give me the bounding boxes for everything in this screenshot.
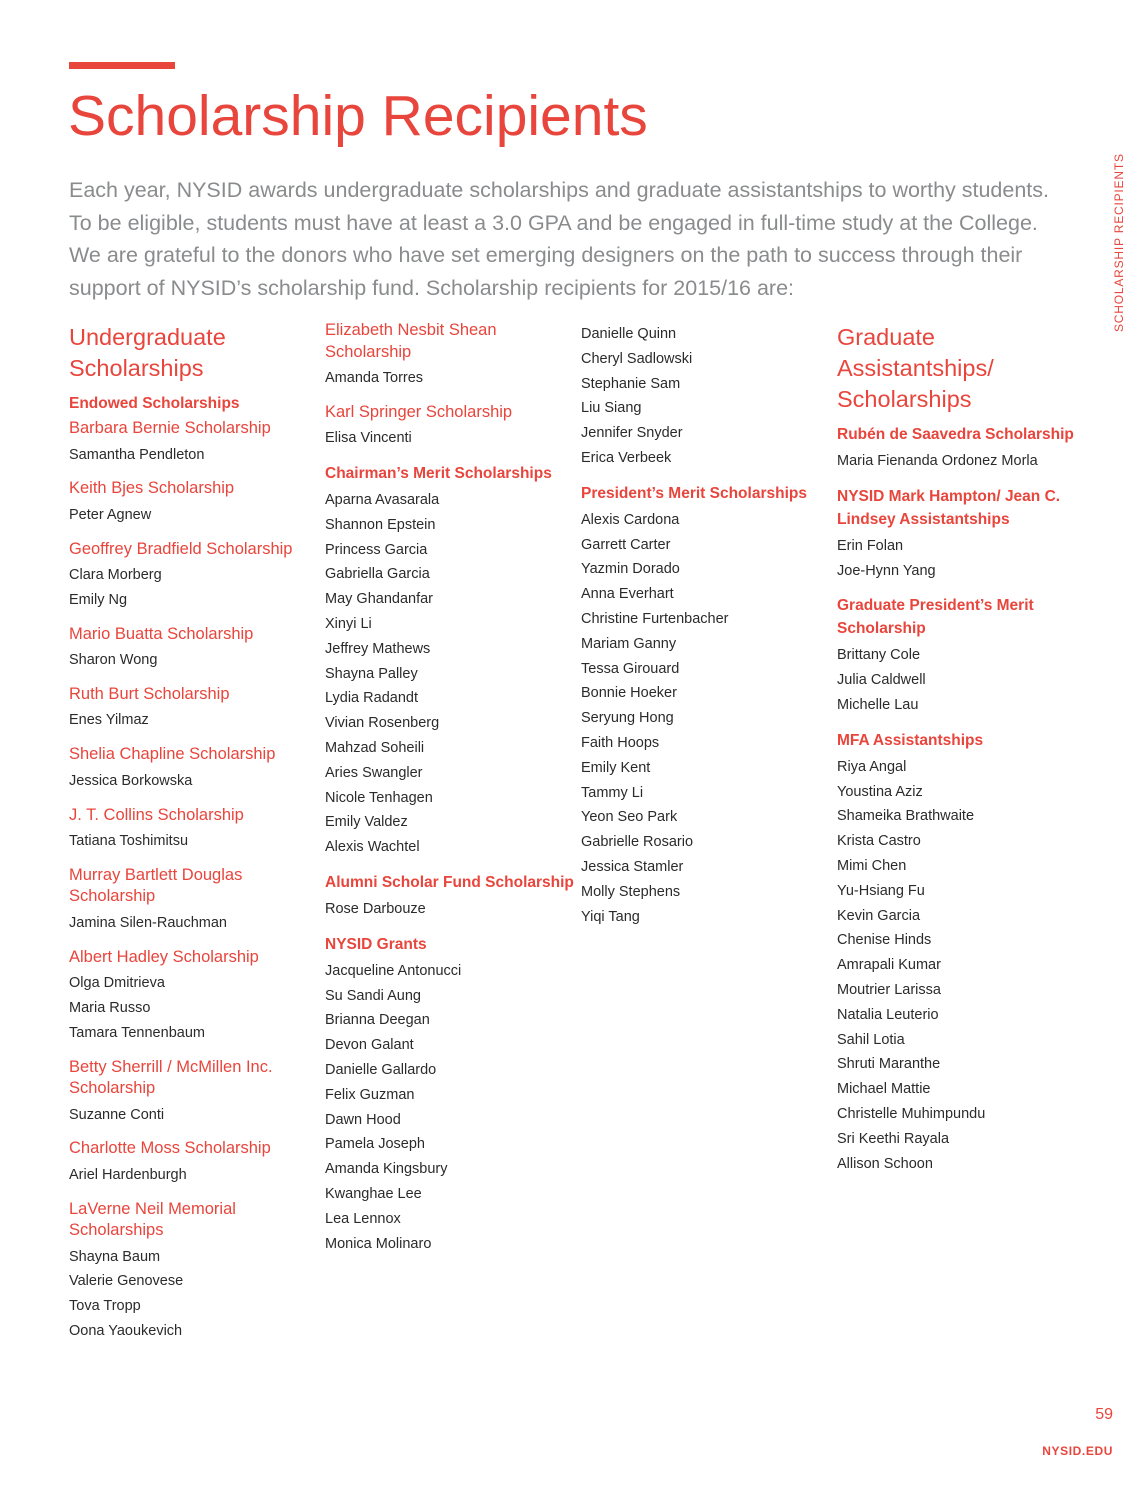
recipient-name: Faith Hoops — [581, 734, 660, 751]
recipient-name: Shruti Maranthe — [837, 1056, 941, 1073]
recipient-name: Amanda Kingsbury — [325, 1161, 448, 1178]
recipient-list — [69, 1103, 319, 1128]
undergraduate-scholarship-list — [69, 418, 319, 1344]
chairmans-merit-recipients — [325, 488, 575, 860]
recipient-name: Yeon Seo Park — [581, 809, 678, 826]
recipient-name: Sahil Lotia — [837, 1031, 905, 1048]
recipient-name: Jamina Silen-Rauchman — [69, 914, 227, 931]
recipient-name: Lydia Radandt — [325, 690, 418, 707]
recipient-list — [69, 971, 319, 1045]
recipient-name: Erica Verbeek — [581, 449, 672, 466]
intro-paragraph: Each year, NYSID awards undergraduate scholarships and graduate assistantships to worthy students. To be eligible, students must have at least a 3.0 GPA and be engaged in full-time study at the College. We are grateful to the donors who have set emerging designers on the path to success through their support of NYSID’s scholarship fund. Scholarship recipients for 2015/16 are: — [69, 178, 1049, 300]
recipient-name: Stephanie Sam — [581, 375, 681, 392]
recipient-name: Molly Stephens — [581, 883, 681, 900]
recipient-name: Samantha Pendleton — [69, 446, 205, 463]
recipient-name: Sri Keethi Rayala — [837, 1130, 950, 1147]
recipient-list — [837, 449, 1087, 474]
recipient-name: Jacqueline Antonucci — [325, 962, 462, 979]
recipient-name: Tammy Li — [581, 784, 644, 801]
recipient-name: Maria Russo — [69, 999, 151, 1016]
scholarship-name: Barbara Bernie Scholarship — [69, 419, 271, 437]
presidents-merit-heading: President’s Merit Scholarships — [581, 484, 807, 502]
recipient-list — [69, 503, 319, 528]
scholarship-name: Elizabeth Nesbit Shean Scholarship — [325, 321, 497, 361]
column-undergraduate — [69, 320, 319, 1355]
recipient-name: Erin Folan — [837, 537, 904, 554]
recipient-name: Princess Garcia — [325, 541, 428, 558]
recipient-name: Gabriella Garcia — [325, 566, 430, 583]
recipient-name: Youstina Aziz — [837, 783, 923, 800]
recipient-list — [69, 769, 319, 794]
scholarship-group — [325, 402, 575, 451]
scholarship-name: Albert Hadley Scholarship — [69, 947, 259, 966]
recipient-list — [837, 534, 1087, 584]
recipient-name: May Ghandanfar — [325, 591, 434, 608]
recipient-name: Joe-Hynn Yang — [837, 562, 936, 579]
nysid-grants-recipients — [325, 959, 575, 1257]
recipient-name: Emily Kent — [581, 759, 651, 776]
scholarship-group — [69, 947, 319, 1046]
recipient-name: Amrapali Kumar — [837, 957, 941, 974]
scholarship-name: Murray Bartlett Douglas Scholarship — [69, 865, 243, 906]
recipient-name: Christine Furtenbacher — [581, 610, 729, 627]
recipient-name: Alexis Wachtel — [325, 839, 420, 856]
recipient-name: Sharon Wong — [69, 652, 158, 669]
recipient-name: Kwanghae Lee — [325, 1186, 422, 1203]
chairmans-merit-heading: Chairman’s Merit Scholarships — [325, 465, 552, 483]
recipient-name: Jessica Borkowska — [69, 772, 193, 789]
recipient-list — [69, 829, 319, 854]
recipient-name: Mimi Chen — [837, 857, 907, 874]
scholarship-group — [837, 423, 1087, 474]
recipient-name: Mahzad Soheili — [325, 740, 425, 757]
recipient-name: Valerie Genovese — [69, 1273, 184, 1290]
recipient-name: Emily Ng — [69, 591, 128, 608]
alumni-fund-recipients — [325, 897, 575, 922]
nysid-grants-heading: NYSID Grants — [325, 935, 427, 953]
recipient-name: Olga Dmitrieva — [69, 975, 165, 992]
recipient-list — [69, 648, 319, 673]
scholarship-name: MFA Assistantships — [837, 731, 984, 749]
recipient-name: Kevin Garcia — [837, 907, 921, 924]
recipient-name: Amanda Torres — [325, 370, 424, 386]
scholarship-group — [837, 485, 1087, 584]
recipient-list — [325, 426, 575, 451]
scholarship-name: Geoffrey Bradfield Scholarship — [69, 539, 293, 558]
recipient-list — [69, 1163, 319, 1188]
scholarship-name: Graduate President’s Merit Scholarship — [837, 597, 1034, 638]
recipient-name: Danielle Gallardo — [325, 1062, 437, 1079]
recipient-name: Julia Caldwell — [837, 672, 926, 689]
recipient-name: Danielle Quinn — [581, 326, 677, 342]
page-number: 59 — [1095, 1406, 1113, 1423]
scholarship-group — [69, 865, 319, 936]
scholarship-name: Charlotte Moss Scholarship — [69, 1139, 271, 1158]
recipient-name: Emily Valdez — [325, 814, 408, 831]
scholarship-group — [325, 320, 575, 391]
recipient-name: Michael Mattie — [837, 1081, 931, 1098]
recipient-name: Anna Everhart — [581, 586, 674, 603]
column-two-scholarship-list — [325, 320, 575, 451]
recipient-name: Shannon Epstein — [325, 516, 436, 533]
side-section-label: SCHOLARSHIP RECIPIENTS — [1112, 153, 1126, 332]
recipient-name: Moutrier Larissa — [837, 981, 941, 998]
column-graduate — [837, 320, 1087, 1187]
scholarship-group — [69, 1057, 319, 1128]
recipient-name: Monica Molinaro — [325, 1235, 432, 1252]
recipient-list — [325, 366, 575, 391]
recipient-list — [69, 1245, 319, 1344]
recipient-name: Krista Castro — [837, 833, 921, 850]
scholarship-group — [69, 684, 319, 733]
scholarship-name: J. T. Collins Scholarship — [69, 805, 244, 824]
scholarship-name: Shelia Chapline Scholarship — [69, 745, 276, 764]
recipient-name: Aries Swangler — [325, 764, 423, 781]
recipient-name: Michelle Lau — [837, 696, 919, 713]
scholarship-name: LaVerne Neil Memorial Scholarships — [69, 1199, 236, 1240]
recipient-list — [69, 708, 319, 733]
recipient-name: Devon Galant — [325, 1037, 414, 1054]
recipient-name: Elisa Vincenti — [325, 430, 412, 447]
recipient-name: Yu-Hsiang Fu — [837, 882, 925, 899]
recipient-name: Lea Lennox — [325, 1210, 401, 1227]
scholarship-group — [69, 539, 319, 613]
recipient-list — [69, 443, 319, 468]
footer-site: NYSID.EDU — [1042, 1444, 1113, 1458]
recipient-name: Gabrielle Rosario — [581, 834, 694, 851]
recipient-name: Peter Agnew — [69, 506, 152, 523]
recipient-name: Brittany Cole — [837, 647, 921, 664]
recipient-name: Jessica Stamler — [581, 858, 684, 875]
recipient-name: Suzanne Conti — [69, 1106, 165, 1123]
graduate-scholarship-list — [837, 423, 1087, 1176]
recipient-name: Cheryl Sadlowski — [581, 350, 693, 367]
recipient-name: Allison Schoon — [837, 1155, 933, 1172]
recipient-name: Jeffrey Mathews — [325, 640, 431, 657]
recipient-name: Bonnie Hoeker — [581, 685, 677, 702]
recipient-name: Nicole Tenhagen — [325, 789, 433, 806]
title-accent-rule — [69, 62, 175, 69]
recipient-name: Brianna Deegan — [325, 1012, 430, 1029]
scholarship-group — [69, 805, 319, 854]
recipient-name: Liu Siang — [581, 400, 642, 417]
recipient-name: Shayna Baum — [69, 1248, 161, 1265]
scholarship-name: Mario Buatta Scholarship — [69, 624, 254, 643]
recipient-name: Tamara Tennenbaum — [69, 1024, 205, 1041]
recipient-name: Seryung Hong — [581, 710, 674, 727]
scholarship-group — [837, 729, 1087, 1177]
recipient-name: Oona Yaoukevich — [69, 1323, 183, 1340]
scholarship-group — [69, 624, 319, 673]
recipient-name: Shameika Brathwaite — [837, 808, 975, 825]
alumni-fund-heading: Alumni Scholar Fund Scholarship — [325, 874, 574, 892]
recipient-name: Tova Tropp — [69, 1298, 141, 1315]
recipient-name: Mariam Ganny — [581, 635, 677, 652]
page-title: Scholarship Recipients — [68, 84, 648, 148]
scholarship-group — [69, 418, 319, 467]
recipient-name: Alexis Cardona — [581, 511, 680, 528]
recipient-name: Tatiana Toshimitsu — [69, 833, 189, 850]
recipient-name: Felix Guzman — [325, 1086, 415, 1103]
scholarship-group — [69, 744, 319, 793]
recipient-list — [837, 755, 1087, 1177]
recipient-list — [69, 563, 319, 613]
scholarship-name: Karl Springer Scholarship — [325, 402, 513, 421]
recipient-name: Shayna Palley — [325, 665, 418, 682]
scholarship-name: Betty Sherrill / McMillen Inc. Scholarship — [69, 1057, 273, 1098]
endowed-heading: Endowed Scholarships — [69, 395, 240, 412]
recipient-name: Clara Morberg — [69, 567, 162, 584]
recipient-name: Enes Yilmaz — [69, 712, 149, 729]
recipient-name: Pamela Joseph — [325, 1136, 425, 1153]
recipient-name: Ariel Hardenburgh — [69, 1166, 187, 1183]
scholarship-name: Keith Bjes Scholarship — [69, 479, 235, 498]
recipient-name: Garrett Carter — [581, 536, 671, 553]
column-two — [325, 320, 575, 1267]
recipient-list — [837, 643, 1087, 717]
recipient-name: Xinyi Li — [325, 616, 372, 633]
recipient-name: Dawn Hood — [325, 1111, 401, 1128]
recipient-name: Aparna Avasarala — [325, 492, 440, 509]
recipient-name: Tessa Girouard — [581, 660, 680, 677]
undergraduate-heading: Undergraduate Scholarships — [69, 324, 226, 381]
recipient-name: Riya Angal — [837, 758, 907, 775]
recipient-name: Christelle Muhimpundu — [837, 1105, 986, 1122]
scholarship-group — [69, 478, 319, 527]
recipient-name: Vivian Rosenberg — [325, 715, 440, 732]
recipient-name: Rose Darbouze — [325, 901, 426, 918]
column-three — [581, 320, 831, 940]
scholarship-group — [69, 1138, 319, 1187]
scholarship-group — [837, 594, 1087, 717]
recipient-name: Su Sandi Aung — [325, 987, 421, 1004]
graduate-heading: Graduate Assistantships/ Scholarships — [837, 324, 994, 412]
recipient-list — [69, 911, 319, 936]
recipient-name: Yazmin Dorado — [581, 561, 680, 578]
scholarship-name: Rubén de Saavedra Scholarship — [837, 426, 1074, 443]
scholarship-name: NYSID Mark Hampton/ Jean C. Lindsey Assistantships — [837, 487, 1061, 528]
recipient-name: Yiqi Tang — [581, 908, 640, 925]
scholarship-group — [69, 1199, 319, 1344]
scholarship-name: Ruth Burt Scholarship — [69, 684, 230, 703]
recipient-name: Natalia Leuterio — [837, 1006, 939, 1023]
recipient-name: Maria Fienanda Ordonez Morla — [837, 453, 1038, 469]
nysid-grants-recipients-continued — [581, 322, 831, 471]
presidents-merit-recipients — [581, 508, 831, 930]
recipient-name: Jennifer Snyder — [581, 425, 683, 442]
recipient-name: Chenise Hinds — [837, 932, 932, 949]
